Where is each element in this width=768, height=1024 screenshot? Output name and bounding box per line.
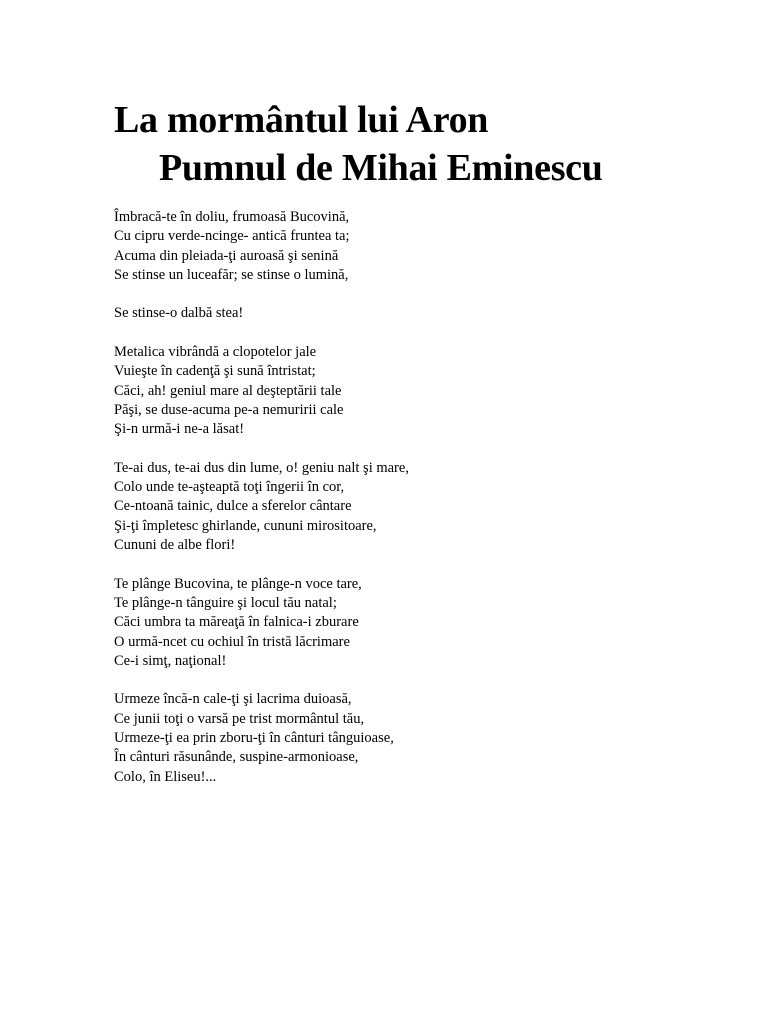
verse-line: Te plânge Bucovina, te plânge-n voce tare, xyxy=(114,575,362,592)
verse-line: Urmeze încă-n cale-ţi şi lacrima duioasă, xyxy=(114,691,352,708)
stanza-3 xyxy=(114,343,734,439)
verse-line: Şi-n urmă-i ne-a lăsat! xyxy=(114,421,245,438)
stanza-6 xyxy=(114,690,734,786)
verse-line: Urmeze-ţi ea prin zboru-ţi în cânturi tânguioase, xyxy=(114,730,394,747)
verse-line: Vuieşte în cadenţă şi sună întristat; xyxy=(114,363,316,380)
verse-line: Cu cipru verde-ncinge- antică fruntea ta; xyxy=(114,228,350,245)
document-title xyxy=(114,96,603,192)
verse-line: Ce-ntoană tainic, dulce a sferelor cântare xyxy=(114,498,352,515)
stanza-2 xyxy=(114,304,734,323)
title-line-1: La mormântul lui Aron xyxy=(114,99,489,141)
verse-line: Şi-ţi împletesc ghirlande, cununi mirositoare, xyxy=(114,517,377,534)
verse-line: Colo unde te-aşteaptă toţi îngerii în cor, xyxy=(114,479,345,496)
verse-line: Cununi de albe flori! xyxy=(114,537,236,554)
title-line-2: Pumnul de Mihai Eminescu xyxy=(159,147,603,189)
verse-line: Căci umbra ta măreaţă în falnica-i zburare xyxy=(114,614,359,631)
stanza-4 xyxy=(114,459,734,555)
poem-body xyxy=(114,208,734,806)
verse-line: Căci, ah! geniul mare al deşteptării tale xyxy=(114,382,342,399)
verse-line: Ce junii toţi o varsă pe trist mormântul tău, xyxy=(114,710,365,727)
verse-line: Metalica vibrândă a clopotelor jale xyxy=(114,344,317,361)
verse-line: În cânturi răsunânde, suspine-armonioase, xyxy=(114,749,359,766)
verse-line: Se stinse-o dalbă stea! xyxy=(114,305,244,322)
verse-line: O urmă-ncet cu ochiul în tristă lăcrimare xyxy=(114,633,350,650)
verse-line: Ce-i simţ, naţional! xyxy=(114,652,227,669)
verse-line: Colo, în Eliseu!... xyxy=(114,768,217,785)
verse-line: Se stinse un luceafăr; se stinse o lumină, xyxy=(114,266,349,283)
verse-line: Te-ai dus, te-ai dus din lume, o! geniu nalt şi mare, xyxy=(114,459,409,476)
verse-line: Te plânge-n tânguire şi locul tău natal; xyxy=(114,594,337,611)
stanza-5 xyxy=(114,575,734,671)
stanza-1 xyxy=(114,208,734,285)
verse-line: Îmbracă-te în doliu, frumoasă Bucovină, xyxy=(114,209,350,225)
verse-line: Păşi, se duse-acuma pe-a nemuririi cale xyxy=(114,401,344,418)
verse-line: Acuma din pleiada-ţi auroasă şi senină xyxy=(114,247,339,264)
